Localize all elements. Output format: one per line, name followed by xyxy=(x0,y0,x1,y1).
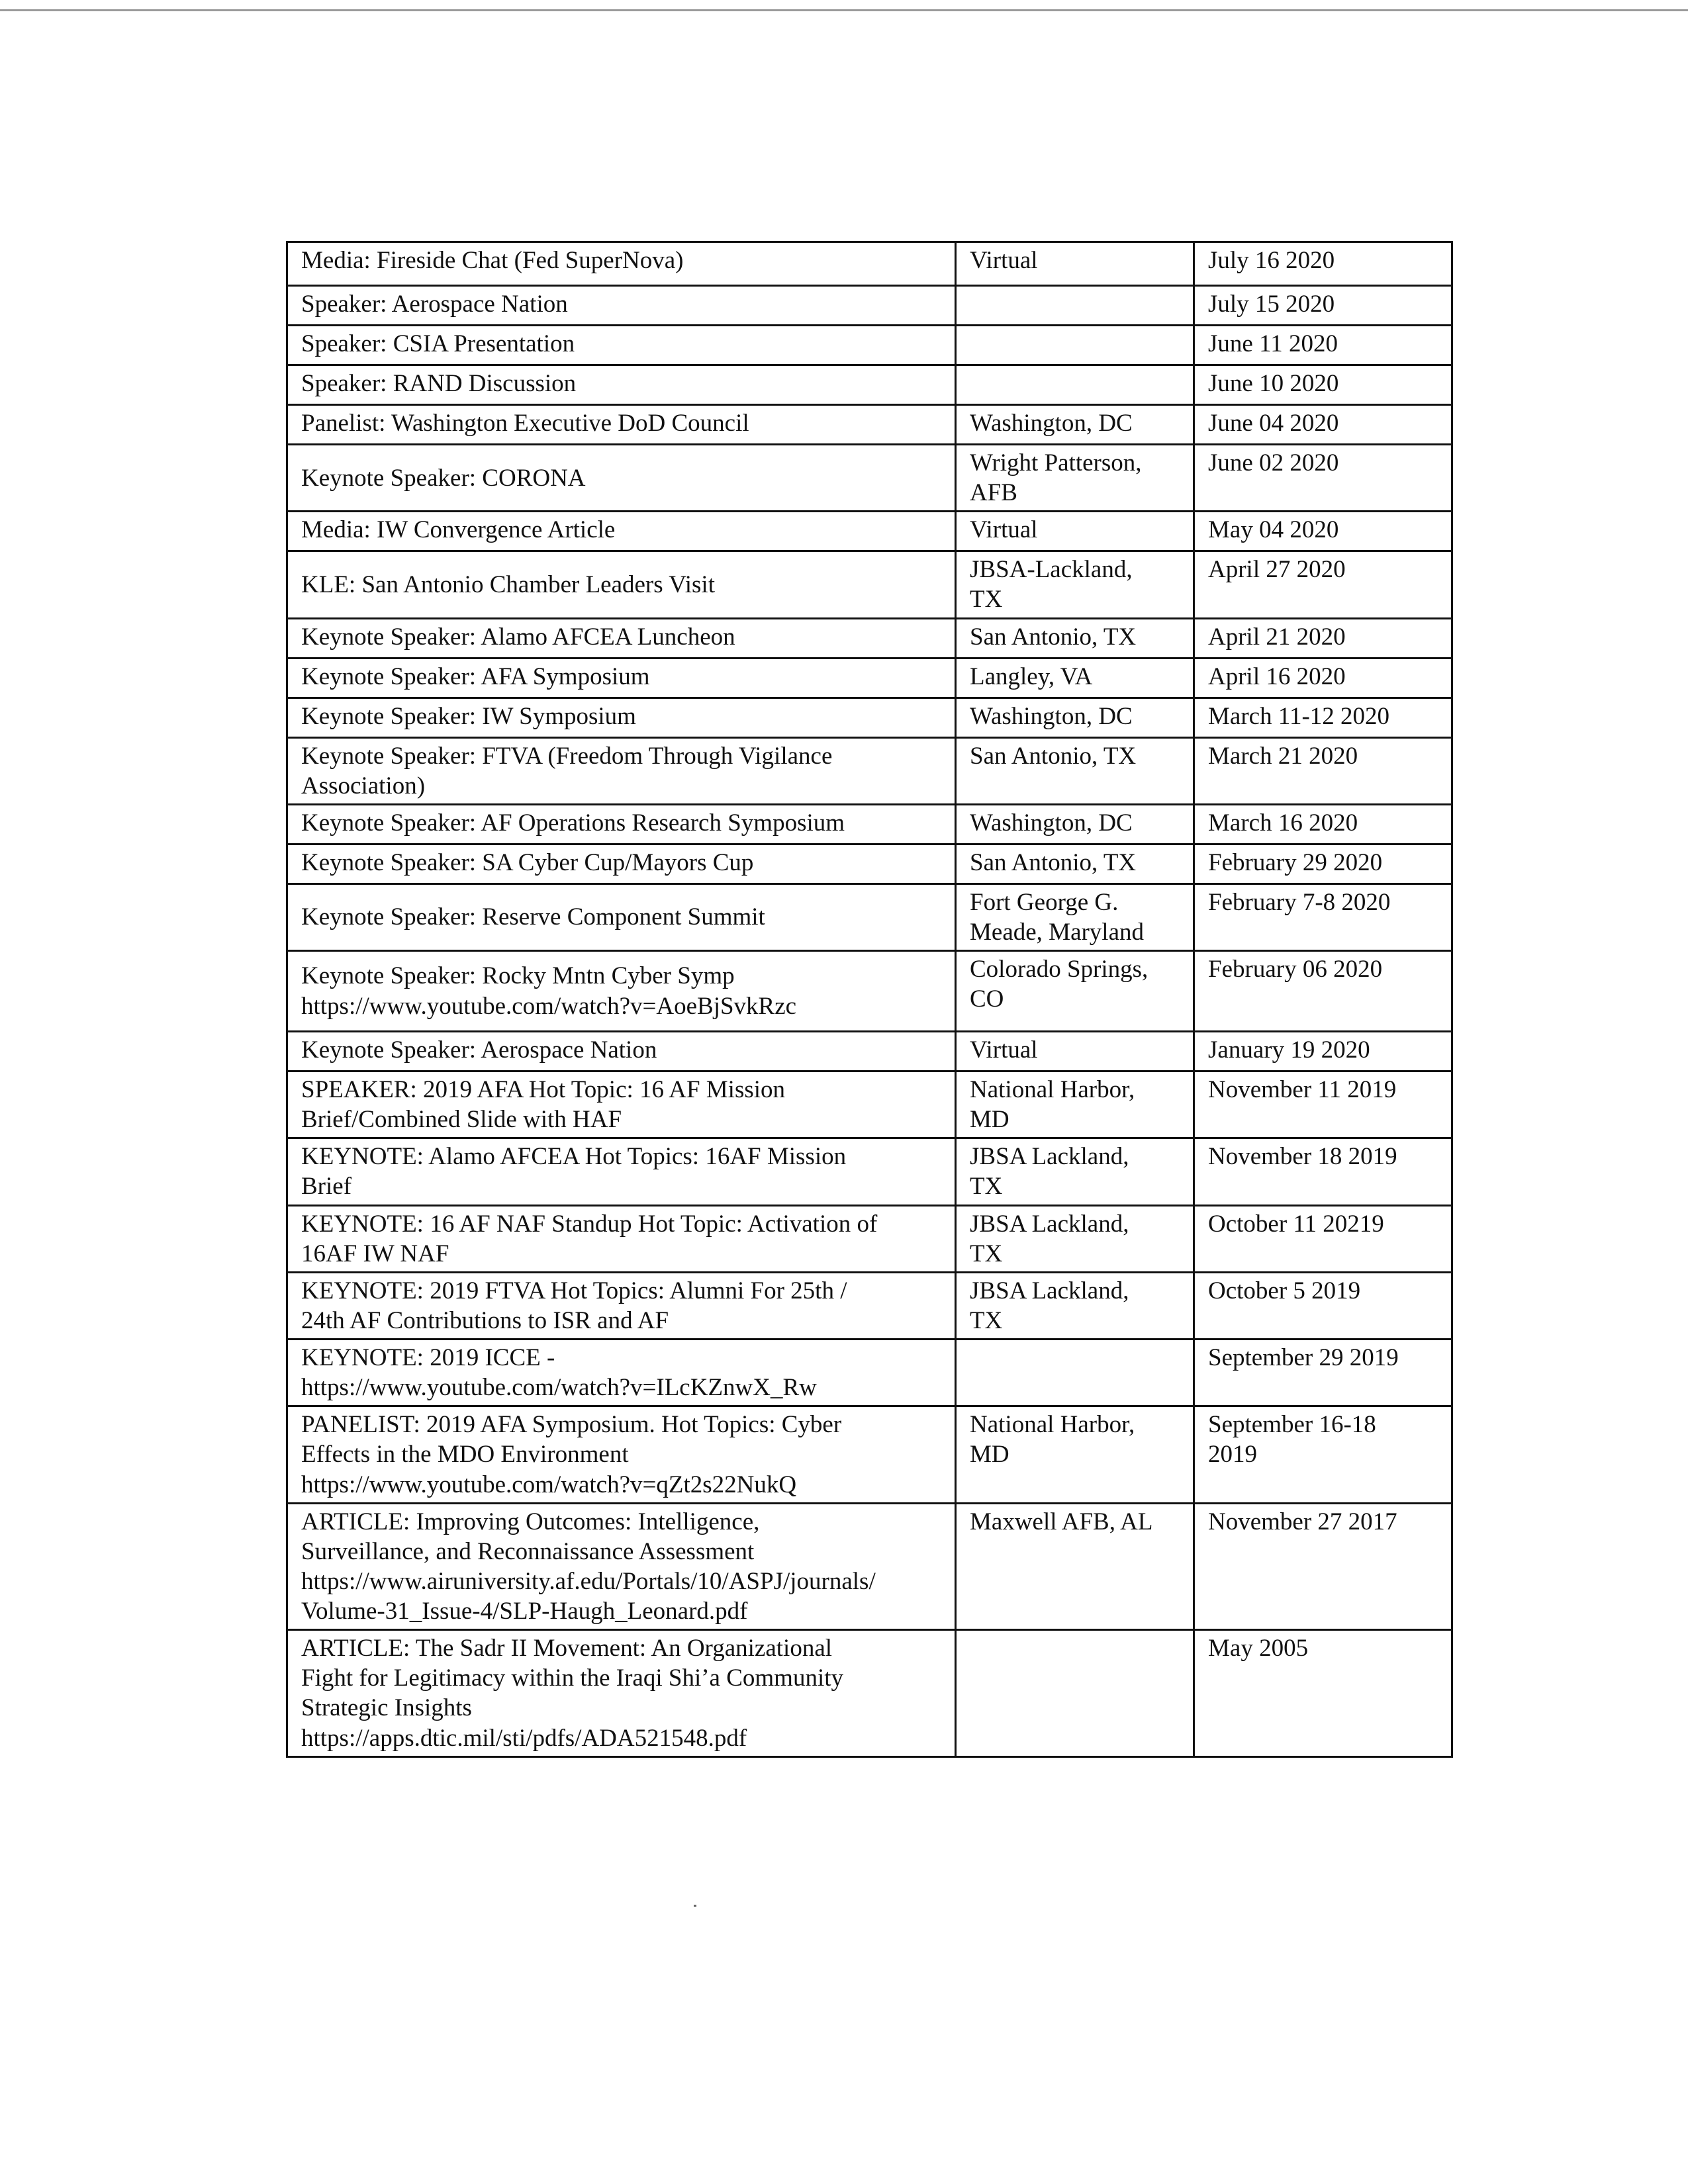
location-cell xyxy=(956,1340,1194,1406)
events-table-container xyxy=(286,241,1451,1758)
table-row xyxy=(287,951,1452,1032)
location-text: Virtual xyxy=(970,516,1038,544)
event-text: Keynote Speaker: CORONA xyxy=(301,464,586,492)
location-text: JBSA Lackland, xyxy=(970,1210,1129,1238)
location-cell xyxy=(956,844,1194,884)
event-text: Keynote Speaker: IW Symposium xyxy=(301,702,636,730)
location-text: Maxwell AFB, AL xyxy=(970,1508,1153,1535)
table-row xyxy=(287,618,1452,658)
location-cell xyxy=(956,884,1194,950)
event-text: Keynote Speaker: Alamo AFCEA Luncheon xyxy=(301,623,735,651)
date-text: April 16 2020 xyxy=(1208,662,1346,690)
location-cell xyxy=(956,551,1194,618)
location-cell xyxy=(956,698,1194,737)
date-text: November 11 2019 xyxy=(1208,1076,1397,1103)
location-cell xyxy=(956,951,1194,1032)
event-text: Speaker: CSIA Presentation xyxy=(301,330,575,357)
event-cell xyxy=(287,1503,956,1630)
event-cell xyxy=(287,286,956,326)
table-row xyxy=(287,286,1452,326)
event-text: Keynote Speaker: Aerospace Nation xyxy=(301,1036,657,1064)
date-cell xyxy=(1194,844,1452,884)
location-text: National Harbor, xyxy=(970,1411,1135,1439)
date-text: April 27 2020 xyxy=(1208,556,1346,584)
date-cell xyxy=(1194,1205,1452,1272)
event-text: Brief/Combined Slide with HAF xyxy=(301,1106,622,1134)
table-row xyxy=(287,405,1452,445)
location-text: MD xyxy=(970,1441,1009,1469)
url-text: https://www.airuniversity.af.edu/Portals/10/ASPJ/journals/ xyxy=(301,1567,876,1595)
date-text: June 04 2020 xyxy=(1208,410,1339,437)
event-cell xyxy=(287,1406,956,1503)
event-cell xyxy=(287,1138,956,1205)
date-text: November 18 2019 xyxy=(1208,1143,1397,1171)
location-cell xyxy=(956,445,1194,512)
event-text: Association) xyxy=(301,772,426,799)
location-text: Langley, VA xyxy=(970,662,1093,690)
location-text: JBSA-Lackland, xyxy=(970,556,1133,584)
event-cell xyxy=(287,804,956,844)
url-text: https://www.youtube.com/watch?v=qZt2s22NukQ xyxy=(301,1471,797,1498)
date-cell xyxy=(1194,512,1452,551)
event-text: Speaker: RAND Discussion xyxy=(301,370,577,397)
event-cell xyxy=(287,844,956,884)
location-text: San Antonio, TX xyxy=(970,623,1137,651)
event-text: KEYNOTE: 2019 ICCE - xyxy=(301,1344,555,1371)
event-text: KEYNOTE: 16 AF NAF Standup Hot Topic: Activation of xyxy=(301,1210,878,1238)
date-text: February 7-8 2020 xyxy=(1208,888,1391,916)
date-text: June 11 2020 xyxy=(1208,330,1338,357)
location-cell xyxy=(956,1138,1194,1205)
date-cell xyxy=(1194,1340,1452,1406)
event-text: ARTICLE: Improving Outcomes: Intelligence, xyxy=(301,1508,760,1535)
location-text: TX xyxy=(970,1240,1003,1267)
table-row xyxy=(287,512,1452,551)
location-text: National Harbor, xyxy=(970,1076,1135,1103)
location-cell xyxy=(956,658,1194,698)
event-text: Brief xyxy=(301,1173,352,1201)
event-cell xyxy=(287,884,956,950)
location-text: MD xyxy=(970,1106,1009,1134)
date-text: May 04 2020 xyxy=(1208,516,1339,544)
table-row xyxy=(287,737,1452,804)
table-row xyxy=(287,884,1452,950)
location-text: Washington, DC xyxy=(970,410,1133,437)
date-cell xyxy=(1194,445,1452,512)
event-text: Effects in the MDO Environment xyxy=(301,1441,629,1469)
date-cell xyxy=(1194,326,1452,365)
event-text: KLE: San Antonio Chamber Leaders Visit xyxy=(301,570,715,598)
table-row xyxy=(287,1630,1452,1757)
event-cell xyxy=(287,1272,956,1339)
date-text: 2019 xyxy=(1208,1441,1257,1469)
table-row xyxy=(287,365,1452,405)
date-text: October 11 20219 xyxy=(1208,1210,1384,1238)
event-cell xyxy=(287,737,956,804)
table-row xyxy=(287,1032,1452,1071)
date-cell xyxy=(1194,951,1452,1032)
event-cell xyxy=(287,242,956,286)
location-text: San Antonio, TX xyxy=(970,742,1137,770)
table-row xyxy=(287,804,1452,844)
date-cell xyxy=(1194,405,1452,445)
location-text: Wright Patterson, xyxy=(970,449,1142,477)
date-cell xyxy=(1194,242,1452,286)
event-text: 24th AF Contributions to ISR and AF xyxy=(301,1306,669,1334)
event-cell xyxy=(287,512,956,551)
date-cell xyxy=(1194,1071,1452,1138)
location-cell xyxy=(956,405,1194,445)
event-text: SPEAKER: 2019 AFA Hot Topic: 16 AF Mission xyxy=(301,1076,786,1103)
url-text: https://www.youtube.com/watch?v=ILcKZnwX_Rw xyxy=(301,1374,817,1402)
date-cell xyxy=(1194,698,1452,737)
date-cell xyxy=(1194,365,1452,405)
location-text: San Antonio, TX xyxy=(970,848,1137,876)
date-cell xyxy=(1194,551,1452,618)
table-row xyxy=(287,1272,1452,1339)
location-cell xyxy=(956,365,1194,405)
date-text: September 29 2019 xyxy=(1208,1344,1399,1371)
location-text: Fort George G. xyxy=(970,888,1119,916)
event-text: KEYNOTE: Alamo AFCEA Hot Topics: 16AF Mission xyxy=(301,1143,847,1171)
event-text: Media: Fireside Chat (Fed SuperNova) xyxy=(301,247,684,274)
event-cell xyxy=(287,1205,956,1272)
location-text: Virtual xyxy=(970,247,1038,274)
event-text: Keynote Speaker: FTVA (Freedom Through Vigilance xyxy=(301,742,833,770)
event-cell xyxy=(287,618,956,658)
event-text: Keynote Speaker: Reserve Component Summit xyxy=(301,903,765,931)
date-text: March 16 2020 xyxy=(1208,809,1358,837)
location-text: TX xyxy=(970,1173,1003,1201)
date-cell xyxy=(1194,884,1452,950)
event-cell xyxy=(287,658,956,698)
event-text: Keynote Speaker: Rocky Mntn Cyber Symp xyxy=(301,962,735,990)
location-text: Washington, DC xyxy=(970,809,1133,837)
event-text: Keynote Speaker: AFA Symposium xyxy=(301,662,650,690)
event-cell xyxy=(287,551,956,618)
event-cell xyxy=(287,1630,956,1757)
location-cell xyxy=(956,242,1194,286)
event-text: Panelist: Washington Executive DoD Council xyxy=(301,410,749,437)
event-text: Media: IW Convergence Article xyxy=(301,516,616,544)
date-text: July 16 2020 xyxy=(1208,247,1335,274)
event-cell xyxy=(287,698,956,737)
location-cell xyxy=(956,1071,1194,1138)
event-cell xyxy=(287,1340,956,1406)
event-text: ARTICLE: The Sadr II Movement: An Organizational xyxy=(301,1635,833,1662)
scan-edge-line xyxy=(0,9,1688,11)
table-row xyxy=(287,1503,1452,1630)
table-row xyxy=(287,658,1452,698)
event-cell xyxy=(287,405,956,445)
date-text: October 5 2019 xyxy=(1208,1277,1361,1304)
date-cell xyxy=(1194,737,1452,804)
location-cell xyxy=(956,1503,1194,1630)
date-text: June 10 2020 xyxy=(1208,370,1339,397)
location-text: Meade, Maryland xyxy=(970,918,1145,946)
location-cell xyxy=(956,737,1194,804)
url-text: https://www.youtube.com/watch?v=AoeBjSvkRzc xyxy=(301,992,797,1020)
date-cell xyxy=(1194,1630,1452,1757)
date-text: February 29 2020 xyxy=(1208,848,1383,876)
table-row xyxy=(287,1406,1452,1503)
table-row xyxy=(287,1071,1452,1138)
location-cell xyxy=(956,618,1194,658)
location-text: CO xyxy=(970,985,1004,1013)
date-text: April 21 2020 xyxy=(1208,623,1346,651)
date-cell xyxy=(1194,1032,1452,1071)
location-text: Colorado Springs, xyxy=(970,956,1149,983)
date-cell xyxy=(1194,618,1452,658)
table-row xyxy=(287,242,1452,286)
location-text: TX xyxy=(970,1306,1003,1334)
location-text: Washington, DC xyxy=(970,702,1133,730)
table-row xyxy=(287,698,1452,737)
event-cell xyxy=(287,1071,956,1138)
date-cell xyxy=(1194,1138,1452,1205)
location-cell xyxy=(956,1032,1194,1071)
date-cell xyxy=(1194,1406,1452,1503)
date-cell xyxy=(1194,1272,1452,1339)
date-cell xyxy=(1194,286,1452,326)
location-cell xyxy=(956,326,1194,365)
event-text: Speaker: Aerospace Nation xyxy=(301,291,568,318)
date-text: June 02 2020 xyxy=(1208,449,1339,477)
location-cell xyxy=(956,1630,1194,1757)
date-text: May 2005 xyxy=(1208,1635,1309,1662)
table-row xyxy=(287,551,1452,618)
event-cell xyxy=(287,445,956,512)
event-text: Strategic Insights xyxy=(301,1694,472,1722)
table-row xyxy=(287,1138,1452,1205)
date-text: November 27 2017 xyxy=(1208,1508,1397,1535)
date-text: July 15 2020 xyxy=(1208,291,1335,318)
location-text: TX xyxy=(970,586,1003,614)
table-row xyxy=(287,1340,1452,1406)
event-text: Keynote Speaker: SA Cyber Cup/Mayors Cup xyxy=(301,848,754,876)
table-row xyxy=(287,326,1452,365)
event-text: Surveillance, and Reconnaissance Assessment xyxy=(301,1537,755,1565)
events-table-body xyxy=(287,242,1452,1757)
event-cell xyxy=(287,365,956,405)
date-text: March 11-12 2020 xyxy=(1208,702,1390,730)
event-text: KEYNOTE: 2019 FTVA Hot Topics: Alumni For 25th / xyxy=(301,1277,847,1304)
location-cell xyxy=(956,1205,1194,1272)
event-cell xyxy=(287,951,956,1032)
location-text: JBSA Lackland, xyxy=(970,1277,1129,1304)
location-text: Virtual xyxy=(970,1036,1038,1064)
location-text: JBSA Lackland, xyxy=(970,1143,1129,1171)
events-table xyxy=(286,241,1453,1758)
url-text: https://apps.dtic.mil/sti/pdfs/ADA521548.pdf xyxy=(301,1724,747,1752)
location-cell xyxy=(956,286,1194,326)
table-row xyxy=(287,1205,1452,1272)
location-cell xyxy=(956,1406,1194,1503)
event-text: Volume-31_Issue-4/SLP-Haugh_Leonard.pdf xyxy=(301,1598,748,1625)
event-text: Fight for Legitimacy within the Iraqi Shi’a Community xyxy=(301,1664,844,1692)
date-cell xyxy=(1194,658,1452,698)
location-cell xyxy=(956,1272,1194,1339)
event-text: Keynote Speaker: AF Operations Research Symposium xyxy=(301,809,845,837)
table-row xyxy=(287,445,1452,512)
event-text: PANELIST: 2019 AFA Symposium. Hot Topics: Cyber xyxy=(301,1411,842,1439)
event-text: 16AF IW NAF xyxy=(301,1240,449,1267)
table-row xyxy=(287,844,1452,884)
scan-speck xyxy=(694,1905,696,1907)
date-text: September 16-18 xyxy=(1208,1411,1376,1439)
date-cell xyxy=(1194,1503,1452,1630)
location-text: AFB xyxy=(970,479,1017,507)
date-text: January 19 2020 xyxy=(1208,1036,1370,1064)
location-cell xyxy=(956,804,1194,844)
event-cell xyxy=(287,1032,956,1071)
location-cell xyxy=(956,512,1194,551)
date-cell xyxy=(1194,804,1452,844)
event-cell xyxy=(287,326,956,365)
date-text: February 06 2020 xyxy=(1208,956,1383,983)
date-text: March 21 2020 xyxy=(1208,742,1358,770)
